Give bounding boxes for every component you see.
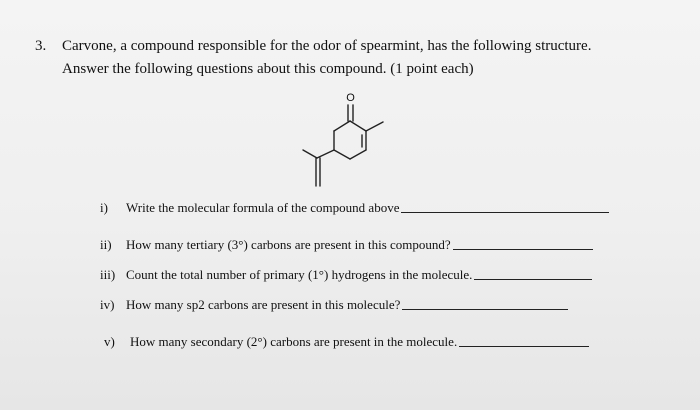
sub-question-iv [100,297,568,313]
sub-question-text: Count the total number of primary (1°) hydrogens in the molecule. [126,267,473,282]
answer-blank [459,345,589,347]
sub-question-text: How many sp2 carbons are present in this molecule? [126,297,401,312]
isopropenyl-methyl-bond [303,150,317,158]
ring-bond-6 [334,121,350,131]
sub-question-text: How many secondary (2°) carbons are present in the molecule. [130,334,458,349]
question-number: 3. [35,38,47,54]
sub-question-number: v) [104,334,115,349]
isopropenyl-bond [317,150,334,158]
sub-question-ii [100,237,593,253]
sub-question-number: iv) [100,297,115,312]
question-intro-line-1: Carvone, a compound responsible for the odor of spearmint, has the following structure. [62,38,592,54]
ring-methyl-bond [366,122,383,131]
ring-bond-1 [350,121,366,131]
sub-question-number: i) [100,200,108,215]
sub-question-text: How many tertiary (3°) carbons are present in this compound? [126,237,451,252]
answer-blank [453,248,593,250]
sub-question-iii [100,267,592,283]
ring-bond-3 [350,150,366,159]
answer-blank [474,278,592,280]
sub-question-i [100,200,609,216]
sub-question-v [104,334,589,350]
answer-blank [401,211,609,213]
sub-question-number: iii) [100,267,116,282]
answer-blank [402,308,568,310]
question-intro-line-2: Answer the following questions about this compound. (1 point each) [62,61,474,77]
sub-question-text: Write the molecular formula of the compound above [126,200,400,215]
ring-bond-4 [334,150,350,159]
oxygen-atom-label: O [346,92,355,104]
carvone-structure [298,88,408,193]
sub-question-number: ii) [100,237,112,252]
